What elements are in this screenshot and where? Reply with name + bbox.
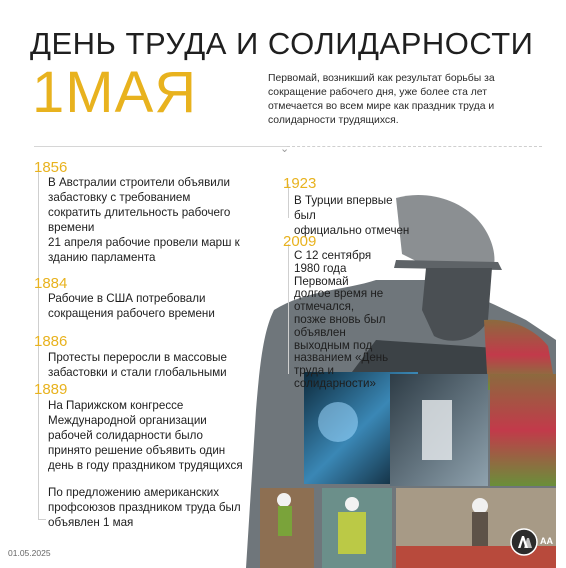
- event-1889: На Парижском конгрессе Международной организации рабочей солидарности было принято решение объявить один день в году праздником трудящихся По предложению американских профсоюзов праздником труда был объявлен 1 мая: [48, 399, 243, 529]
- event-1886: Протесты переросли в массовые забастовки и стали глобальными: [48, 351, 227, 379]
- year-1884: 1884: [34, 275, 68, 292]
- timeline-right-line-2: [288, 244, 289, 374]
- aa-logo-icon: [510, 528, 538, 556]
- event-1923: В Турции впервые был официально отмечен: [294, 194, 410, 237]
- aa-logo-text: AA: [540, 536, 553, 546]
- page-title: ДЕНЬ ТРУДА И СОЛИДАРНОСТИ: [30, 26, 534, 61]
- year-1889: 1889: [34, 381, 68, 398]
- header-divider-dashed: [287, 146, 542, 147]
- intro-text: Первомай, возникший как результат борьбы за сокращение рабочего дня, уже более ста лет отмечается во всем мире как праздник труда и солидарности трудящихся.: [268, 73, 495, 126]
- event-1856: В Австралии строители объявили забастовку с требованием сократить длительность рабочего времени 21 апреля рабочие провели марш к зданию парламента: [48, 176, 240, 264]
- timeline-end: [38, 519, 46, 520]
- field-workers-photo: [490, 374, 556, 486]
- event-2009: С 12 сентября 1980 года Первомай долгое время не отмечался, позже вновь был объявлен выходным под названием «День труда и солидарности»: [294, 249, 389, 390]
- year-1923: 1923: [283, 175, 317, 192]
- event-1884: Рабочие в США потребовали сокращения рабочего времени: [48, 292, 215, 320]
- chevron-down-icon: ⌄: [280, 143, 290, 155]
- year-2009: 2009: [283, 233, 317, 250]
- year-1856: 1856: [34, 159, 68, 176]
- footer-date: 01.05.2025: [8, 548, 51, 558]
- header-divider: [34, 146, 287, 147]
- year-1886: 1886: [34, 333, 68, 350]
- holiday-date: 1МАЯ: [32, 60, 198, 125]
